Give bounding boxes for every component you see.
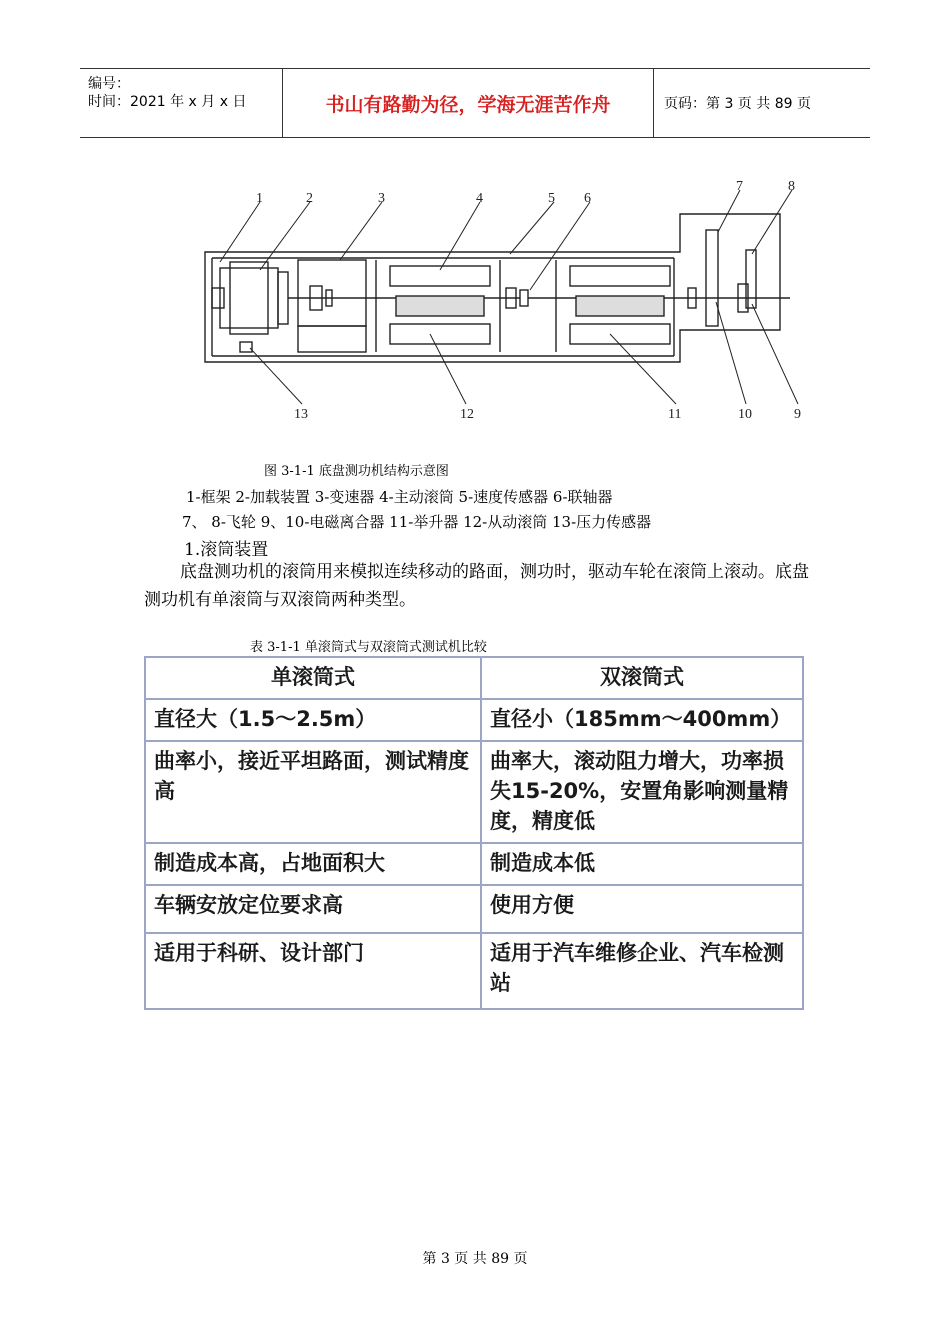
flywheel-7 [706,230,718,326]
dynamometer-structure-diagram [190,172,830,432]
label-4: 4 [476,191,483,206]
label-13: 13 [294,407,308,422]
table-caption: 表 3-1-1 单滚筒式与双滚筒式测试机比较 [250,640,487,655]
main-roller [390,266,490,286]
header-page-info: 页码：第 3 页 共 89 页 [664,96,811,112]
table-cell: 适用于汽车维修企业、汽车检测站 [481,933,803,1009]
driven-roller [390,324,490,344]
crosshatch-right [576,296,664,316]
table-cell: 直径大（1.5～2.5m） [145,699,481,741]
table-row [145,741,803,843]
table-cell: 制造成本高，占地面积大 [145,843,481,885]
table-row [145,843,803,885]
page-header [80,68,870,138]
label-11: 11 [668,407,682,422]
header-meta [80,69,282,137]
comparison-table [144,656,804,1010]
header-single-roller: 单滚筒式 [145,657,481,699]
label-6: 6 [584,191,591,206]
label-8: 8 [788,179,795,194]
table-row [145,699,803,741]
label-7: 7 [736,179,743,194]
driven-roller-2 [570,324,670,344]
table-cell: 使用方便 [481,885,803,933]
header-motto: 书山有路勤为径，学海无涯苦作舟 [282,69,654,137]
label-3: 3 [378,191,385,206]
motor-body [220,268,278,328]
section-paragraph: 底盘测功机的滚筒用来模拟连续移动的路面，测功时，驱动车轮在滚筒上滚动。底盘测功机有单滚筒与双滚筒两种类型。 [144,562,809,610]
table-cell: 适用于科研、设计部门 [145,933,481,1009]
figure-legend-line1: 1-框架 2-加载装置 3-变速器 4-主动滚筒 5-速度传感器 6-联轴器 [186,488,613,506]
table-cell: 曲率小，接近平坦路面，测试精度高 [145,741,481,843]
label-10: 10 [738,407,752,422]
table-cell: 车辆安放定位要求高 [145,885,481,933]
label-12: 12 [460,407,474,422]
crosshatch-left [396,296,484,316]
code-label: 编号： [88,76,130,92]
leader-lines [220,190,798,404]
main-roller-2 [570,266,670,286]
table-row [145,885,803,933]
header-double-roller: 双滚筒式 [481,657,803,699]
table-header-row [145,657,803,699]
table-row [145,933,803,1009]
label-2: 2 [306,191,313,206]
figure-caption: 图 3-1-1 底盘测功机结构示意图 [264,464,449,479]
table-cell: 曲率大，滚动阻力增大，功率损失15-20%，安置角影响测量精度，精度低 [481,741,803,843]
date-label: 时间：2021 年 x 月 x 日 [88,94,247,110]
table-cell: 制造成本低 [481,843,803,885]
section-heading: 1.滚筒装置 [184,540,269,560]
figure-legend-line2: 7、 8-飞轮 9、10-电磁离合器 11-举升器 12-从动滚筒 13-压力传感器 [182,513,652,531]
comparison-table-grid [144,656,804,1010]
label-9: 9 [794,407,801,422]
table-cell: 直径小（185mm～400mm） [481,699,803,741]
page-footer: 第 3 页 共 89 页 [422,1251,528,1267]
label-1: 1 [256,191,263,206]
label-5: 5 [548,191,555,206]
